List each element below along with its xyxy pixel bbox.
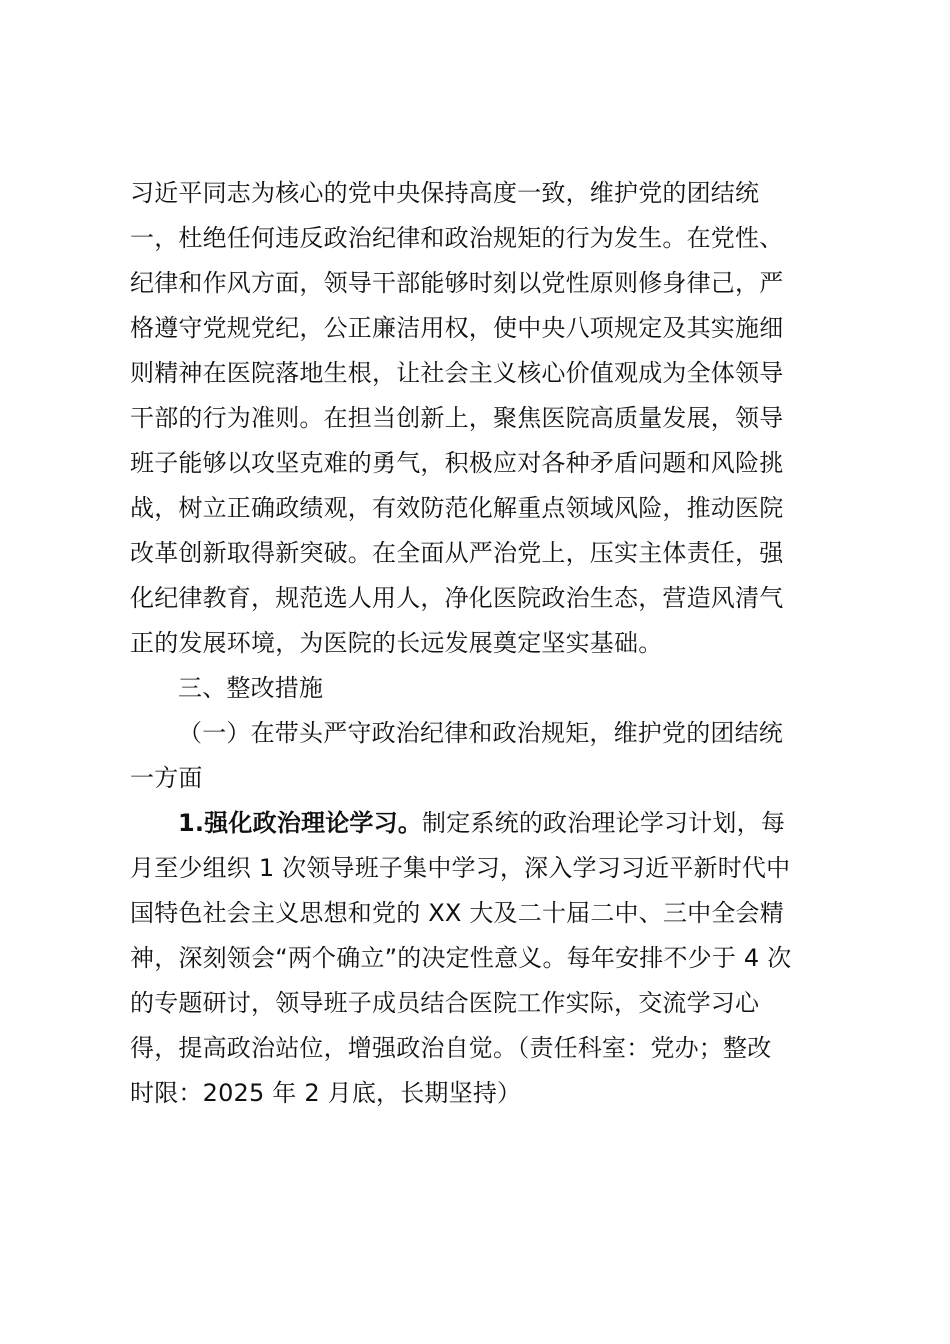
body-line: 改革创新取得新突破。在全面从严治党上，压实主体责任，强 (130, 539, 784, 567)
body-line: 班子能够以攻坚克难的勇气，积极应对各种矛盾问题和风险挑 (130, 449, 784, 477)
subsection-heading-line2: 一方面 (130, 764, 203, 792)
item1-title: 1.强化政治理论学习。 (178, 809, 423, 837)
body-line: 化纪律教育，规范选人用人，净化医院政治生态，营造风清气 (130, 584, 784, 612)
body-line: 干部的行为准则。在担当创新上，聚焦医院高质量发展，领导 (130, 404, 784, 432)
subsection-heading-line1: （一）在带头严守政治纪律和政治规矩，维护党的团结统 (178, 719, 783, 747)
item1-line: 国特色社会主义思想和党的 XX 大及二十届二中、三中全会精 (130, 899, 784, 927)
body-line: 习近平同志为核心的党中央保持高度一致，维护党的团结统 (130, 179, 760, 207)
body-line: 一，杜绝任何违反政治纪律和政治规矩的行为发生。在党性、 (130, 224, 784, 252)
item1-first-line-text: 制定系统的政治理论学习计划，每 (422, 809, 786, 837)
item1-line: 月至少组织 1 次领导班子集中学习，深入学习习近平新时代中 (130, 854, 791, 882)
item1-line: 神，深刻领会“两个确立”的决定性意义。每年安排不少于 4 次 (130, 944, 792, 972)
item1-line: 得，提高政治站位，增强政治自觉。（责任科室：党办；整改 (130, 1034, 772, 1062)
section-heading: 三、整改措施 (178, 674, 324, 702)
item1-line: 的专题研讨，领导班子成员结合医院工作实际，交流学习心 (130, 989, 760, 1017)
body-line: 战，树立正确政绩观，有效防范化解重点领域风险，推动医院 (130, 494, 784, 522)
body-line: 格遵守党规党纪，公正廉洁用权，使中央八项规定及其实施细 (130, 314, 784, 342)
body-line: 纪律和作风方面，领导干部能够时刻以党性原则修身律己，严 (130, 269, 784, 297)
body-line: 正的发展环境，为医院的长远发展奠定坚实基础。 (130, 629, 663, 657)
item1-line: 时限：2025 年 2 月底，长期坚持） (130, 1079, 522, 1107)
body-line: 则精神在医院落地生根，让社会主义核心价值观成为全体领导 (130, 359, 784, 387)
item1-first-line (178, 808, 820, 838)
